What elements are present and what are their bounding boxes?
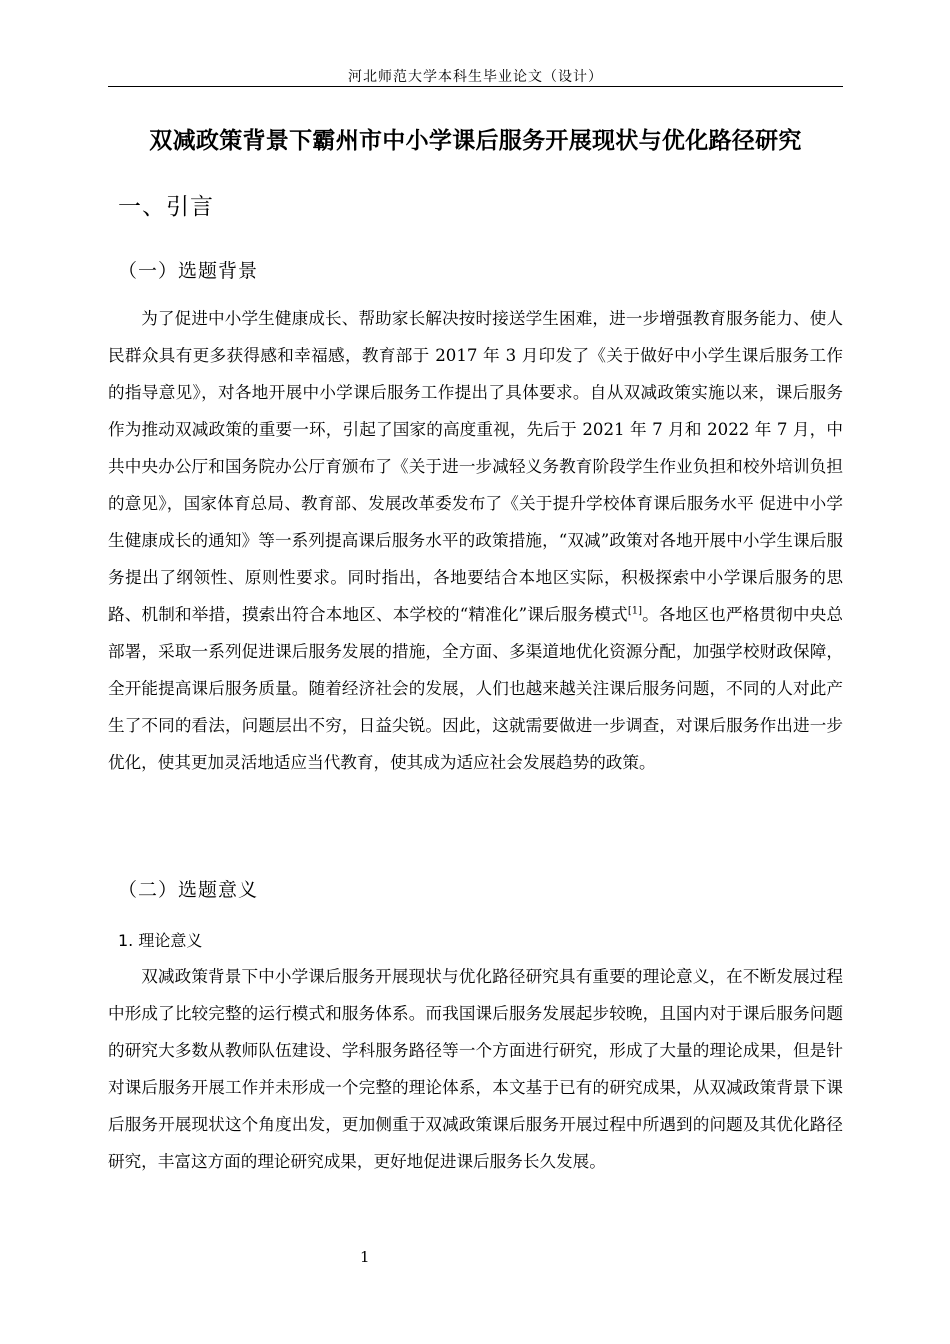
subsection-heading-significance: （二）选题意义 [118, 879, 259, 901]
header-rule [108, 86, 843, 87]
paragraph-background-part1: 为了促进中小学生健康成长、帮助家长解决按时接送学生困难，进一步增强教育服务能力、使人民群众具有更多获得感和幸福感，教育部于 2017 年 3 月印发了《关于做好中小学生课后服务工作的指导意见》，对各地开展中小学课后服务工作提出了具体要求。自从双减政策实施以来，课后服务作为推动双减政策的重要一环，引起了国家的高度重视，先后于 2021 年 7 月和 2022 年 7 月，中共中央办公厅和国务院办公厅育颁布了《关于进一步减轻义务教育阶段学生作业负担和校外培训负担的意见》，国家体育总局、教育部、发展改革委发布了《关于提升学校体育课后服务水平 促进中小学生健康成长的通知》等一系列提高课后服务水平的政策措施，“双减”政策对各地开展中小学生课后服务提出了纲领性、原则性要求。同时指出，各地要结合本地区实际，积极探索中小学课后服务的思路、机制和举措，摸索出符合本地区、本学校的“精准化”课后服务模式 [108, 309, 843, 624]
citation-marker[interactable]: [1] [627, 605, 642, 617]
paragraph-theoretical-significance: 双减政策背景下中小学课后服务开展现状与优化路径研究具有重要的理论意义，在不断发展过程中形成了比较完整的运行模式和服务体系。而我国课后服务发展起步较晚，且国内对于课后服务问题的研究大多数从教师队伍建设、学科服务路径等一个方面进行研究，形成了大量的理论成果，但是针对课后服务开展工作并未形成一个完整的理论体系，本文基于已有的研究成果，从双减政策背景下课后服务开展现状这个角度出发，更加侧重于双减政策课后服务开展过程中所遇到的问题及其优化路径研究，丰富这方面的理论研究成果，更好地促进课后服务长久发展。 [108, 967, 843, 1171]
subsection-heading-background: （一）选题背景 [118, 260, 259, 282]
page-header: 河北师范大学本科生毕业论文（设计） [348, 69, 603, 85]
section-heading-introduction: 一、引言 [118, 194, 214, 220]
subheading-theoretical-significance: 1. 理论意义 [118, 931, 203, 950]
page-number: 1 [360, 1248, 370, 1266]
document-title: 双减政策背景下霸州市中小学课后服务开展现状与优化路径研究 [149, 128, 802, 154]
paragraph-background [108, 300, 843, 781]
paragraph-background-part2: 。各地区也严格贯彻中央总部署，采取一系列促进课后服务发展的措施，全方面、多渠道地优化资源分配，加强学校财政保障，全开能提高课后服务质量。随着经济社会的发展，人们也越来越关注课后服务问题，不同的人对此产生了不同的看法，问题层出不穷，日益尖锐。因此，这就需要做进一步调查，对课后服务作出进一步优化，使其更加灵活地适应当代教育，使其成为适应社会发展趋势的政策。 [108, 605, 843, 772]
